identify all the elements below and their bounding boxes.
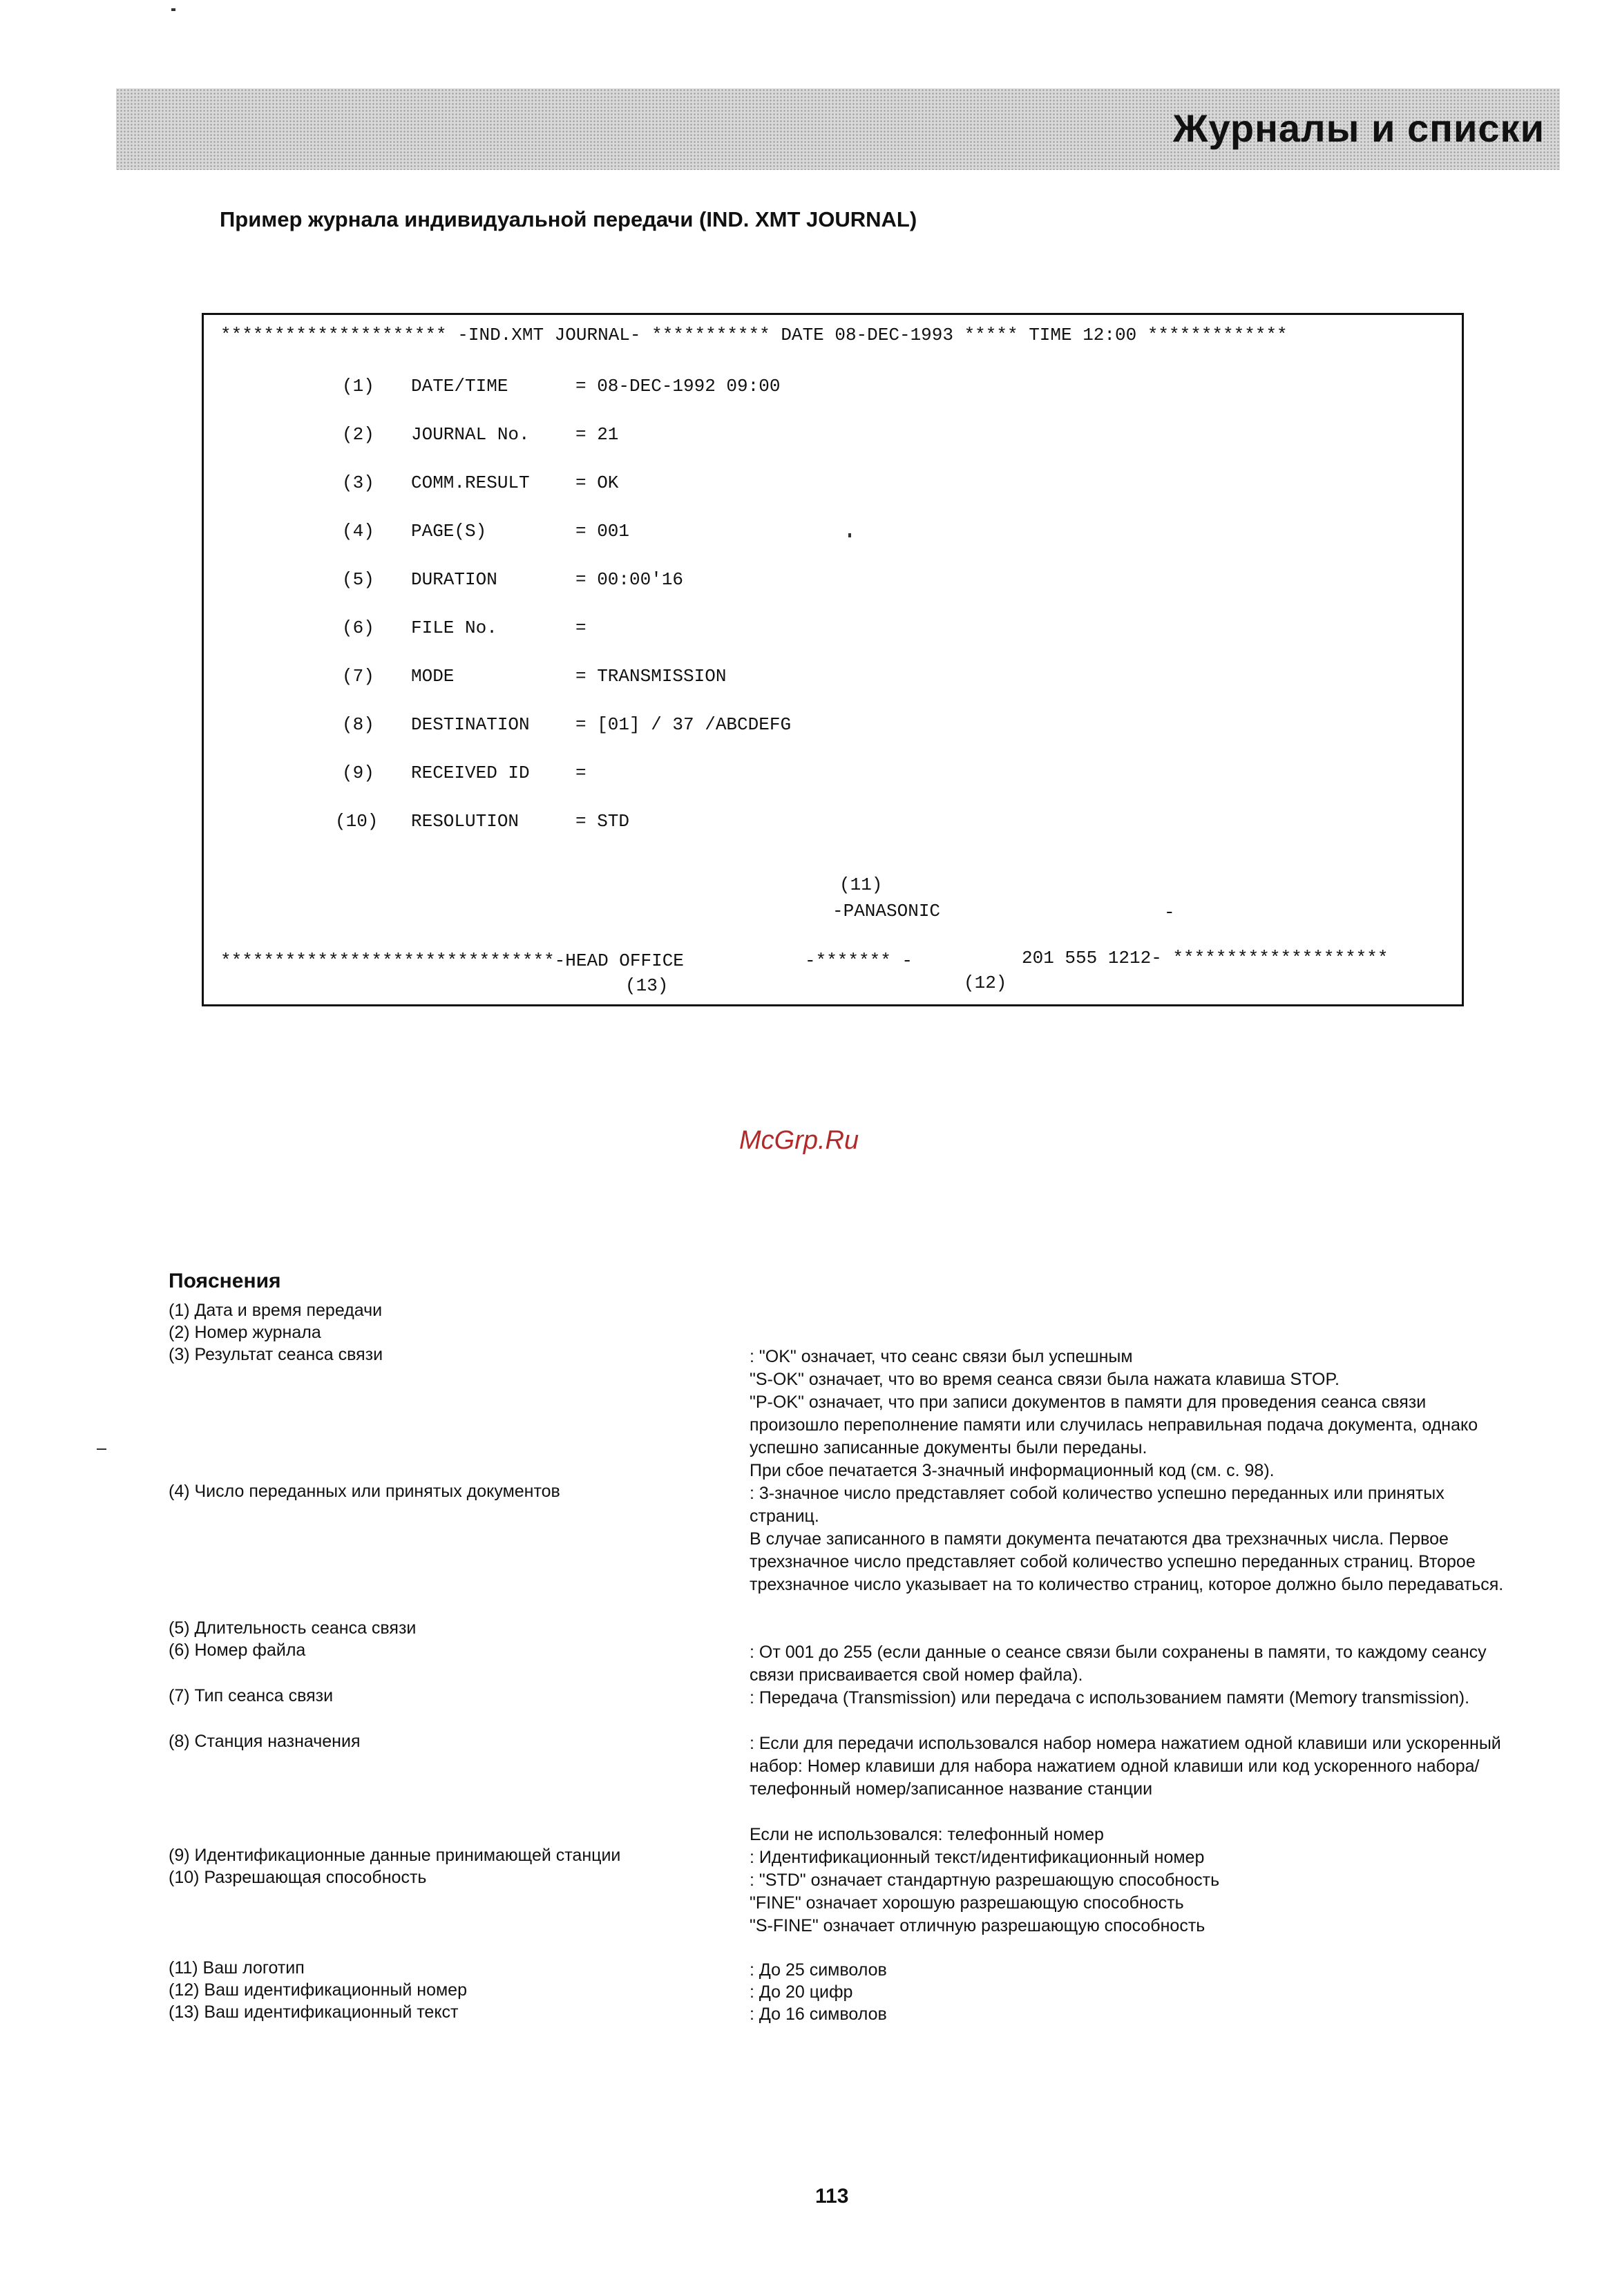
note-right-item: "S-OK" означает, что во время сеанса связи была нажата клавиша STOP. (750, 1370, 1340, 1389)
journal-row (204, 376, 1462, 399)
section-subtitle: Пример журнала индивидуальной передачи (IND. XMT JOURNAL) (220, 207, 917, 231)
note-right-item: : Идентификационный текст/идентификационный номер (750, 1848, 1205, 1867)
journal-row (204, 472, 1462, 496)
note-right-item: В случае записанного в памяти документа печатаются два трехзначных числа. Первое трехзначное число представляет собой количество успешно переданных страниц. Второе трехзначное число указывает на то количество страниц, которое должно было передаваться. (750, 1529, 1504, 1594)
note-right-item: : До 25 символов (750, 1960, 887, 1980)
scan-speck (171, 8, 175, 11)
label-13: (13) (625, 975, 669, 996)
row-value: = (575, 763, 587, 783)
page-title: Журналы и списки (1172, 106, 1545, 150)
note-left-item: (3) Результат сеанса связи (169, 1345, 383, 1364)
note-right-item: : Если для передачи использовался набор номера нажатием одной клавиши или ускоренный набор: Номер клавиши для набора нажатием одной клавиши или код ускоренного набора/телефонный номер/записанное название станции (750, 1734, 1501, 1799)
logo-text: -PANASONIC (832, 901, 941, 921)
journal-row (204, 521, 1462, 544)
row-value: = 21 (575, 424, 619, 445)
bottom-line-left: *******************************-HEAD OFFICE (220, 950, 684, 971)
journal-row (204, 763, 1462, 786)
note-right-item: "S-FINE" означает отличную разрешающую способность (750, 1916, 1205, 1935)
row-value: = (575, 618, 587, 638)
row-value: = STD (575, 811, 630, 832)
row-label: PAGE(S) (411, 521, 487, 542)
note-right-item: : 3-значное число представляет собой количество успешно переданных или принятых страниц. (750, 1484, 1445, 1526)
bottom-line-mid: -******* - (805, 950, 913, 971)
note-left-item: (5) Длительность сеанса связи (169, 1618, 417, 1638)
row-number: (2) (342, 424, 374, 445)
row-number: (7) (342, 666, 374, 687)
journal-row (204, 569, 1462, 593)
row-value: = TRANSMISSION (575, 666, 727, 687)
notes-title: Пояснения (169, 1270, 281, 1292)
row-number: (6) (342, 618, 374, 638)
journal-row (204, 618, 1462, 641)
journal-row (204, 811, 1462, 834)
note-left-item: (13) Ваш идентификационный текст (169, 2002, 459, 2022)
note-right-item: : До 20 цифр (750, 1982, 853, 2002)
journal-row (204, 714, 1462, 738)
note-left-item: (12) Ваш идентификационный номер (169, 1980, 467, 2000)
journal-top-line: ********************* -IND.XMT JOURNAL- *********** DATE 08-DEC-1993 ***** TIME 12:00 ************* (220, 325, 1288, 345)
row-label: DESTINATION (411, 714, 530, 735)
page-number: 113 (815, 2185, 849, 2208)
row-number: (8) (342, 714, 374, 735)
note-right-item: : Передача (Transmission) или передача с использованием памяти (Memory transmission). (750, 1688, 1470, 1707)
row-label: JOURNAL No. (411, 424, 530, 445)
journal-row (204, 666, 1462, 689)
row-label: DURATION (411, 569, 497, 590)
row-value: = 00:00'16 (575, 569, 684, 590)
note-left-item: (2) Номер журнала (169, 1323, 321, 1342)
note-right-item: "P-OK" означает, что при записи документов в памяти для проведения сеанса связи произошло переполнение памяти или случилась неправильная подача документа, однако успешно записанные документы были переданы. (750, 1393, 1478, 1457)
note-right-item: "FINE" означает хорошую разрешающую способность (750, 1893, 1184, 1913)
row-number: (3) (342, 472, 374, 493)
row-number: (1) (342, 376, 374, 396)
journal-row (204, 424, 1462, 448)
row-value: = OK (575, 472, 619, 493)
journal-printout: ********************* -IND.XMT JOURNAL- *********** DATE 08-DEC-1993 ***** TIME 12:00 ************* (1) DATE/TIME = 08-DEC-1992 09:00 (2) JOURNAL No. = 21 (3) COMM.RESULT = OK (4) PAGE(S) = 001 (5) DURATION = 00:00'16 (6) FILE No. = (7) MODE = TRANSMISSION (8) DESTINATION = [01] / 37 /ABCDEFG (9) RECEIVED ID = (10) RESOLUTION = STD (11) -PANASONIC - *******************************-HEAD OFFICE -******* - 201 555 1212- ******************** (13) (12) (202, 313, 1464, 1006)
row-label: DATE/TIME (411, 376, 508, 396)
note-left-item: (6) Номер файла (169, 1640, 306, 1660)
row-number: (5) (342, 569, 374, 590)
note-right-item: : "STD" означает стандартную разрешающую способность (750, 1871, 1220, 1890)
row-value: = [01] / 37 /ABCDEFG (575, 714, 792, 735)
note-left-item: (8) Станция назначения (169, 1732, 361, 1751)
row-label: RESOLUTION (411, 811, 519, 832)
note-right-item: : "OK" означает, что сеанс связи был успешным (750, 1347, 1133, 1366)
note-left-item: (9) Идентификационные данные принимающей станции (169, 1846, 621, 1865)
note-left-item: (1) Дата и время передачи (169, 1301, 383, 1320)
note-right-item: Если не использовался: телефонный номер (750, 1825, 1104, 1844)
scan-speck (97, 1448, 106, 1450)
row-label: RECEIVED ID (411, 763, 530, 783)
bottom-line-right: 201 555 1212- ******************** (1022, 948, 1389, 968)
row-number: (10) (335, 811, 379, 832)
row-value: = 001 (575, 521, 630, 542)
row-value: = 08-DEC-1992 09:00 (575, 376, 781, 396)
note-right-item: : От 001 до 255 (если данные о сеансе связи были сохранены в памяти, то каждому сеансу связи присваивается свой номер файла). (750, 1643, 1487, 1685)
scan-speck (848, 533, 851, 537)
note-right-item: : До 16 символов (750, 2005, 887, 2024)
watermark: McGrp.Ru (739, 1126, 859, 1155)
logo-number: (11) (839, 874, 883, 895)
row-label: COMM.RESULT (411, 472, 530, 493)
row-number: (9) (342, 763, 374, 783)
row-label: FILE No. (411, 618, 497, 638)
note-left-item: (10) Разрешающая способность (169, 1868, 427, 1887)
row-number: (4) (342, 521, 374, 542)
note-left-item: (11) Ваш логотип (169, 1958, 305, 1978)
label-12: (12) (964, 973, 1007, 993)
row-label: MODE (411, 666, 455, 687)
note-left-item: (7) Тип сеанса связи (169, 1686, 334, 1705)
note-right-item: При сбое печатается 3-значный информационный код (см. с. 98). (750, 1461, 1275, 1480)
note-left-item: (4) Число переданных или принятых документов (169, 1482, 560, 1501)
